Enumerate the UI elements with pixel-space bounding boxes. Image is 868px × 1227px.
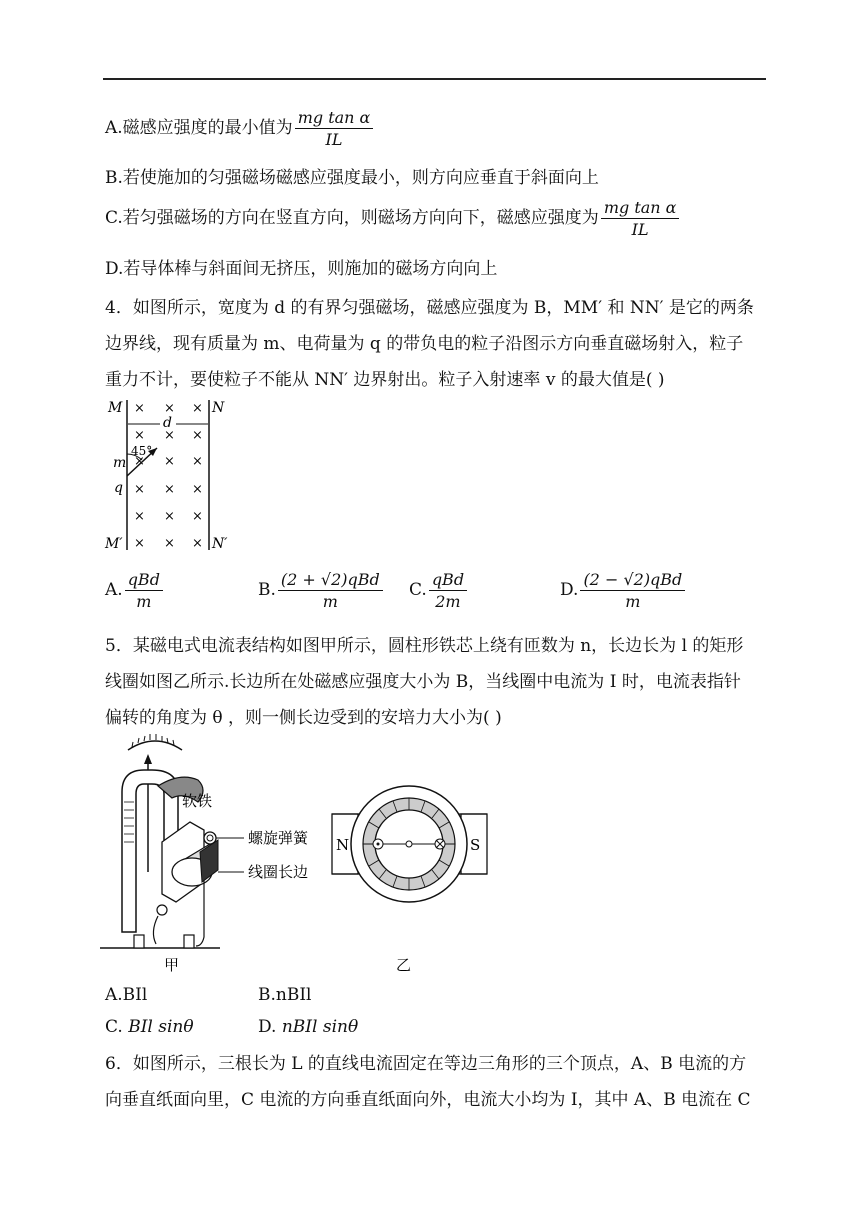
label-N-pole: N: [336, 836, 350, 854]
option-label: C.: [105, 1017, 123, 1037]
q3-option-a: [105, 108, 375, 149]
lead-wire-left: [153, 916, 158, 944]
cross-mark: ×: [192, 536, 203, 551]
fraction-denominator: m: [625, 592, 641, 611]
option-label: B.: [258, 580, 276, 600]
fraction-denominator: IL: [325, 130, 343, 149]
q5-stem-line-3: 偏转的角度为 θ ，则一侧长边受到的安培力大小为( ): [105, 708, 502, 728]
q3-option-c-fraction: [601, 198, 680, 239]
cross-mark: ×: [192, 509, 203, 524]
cross-mark: ×: [134, 509, 145, 524]
q5-option-d: [258, 1017, 358, 1037]
lower-spring-icon: [157, 905, 167, 915]
label-N-prime: N′: [212, 536, 228, 552]
pivot-icon: [406, 841, 412, 847]
fraction-numerator: (2 + √2)qBd: [278, 570, 383, 591]
terminal-left: [134, 935, 144, 948]
cross-mark: ×: [164, 428, 175, 443]
cross-mark: ×: [164, 401, 175, 416]
spiral-spring-icon: [204, 832, 216, 844]
q4-stem-line-2: 边界线，现有质量为 m、电荷量为 q 的带负电的粒子沿图示方向垂直磁场射入，粒子: [105, 334, 744, 354]
label-M: M: [108, 400, 123, 416]
q4-option-d: [560, 570, 687, 611]
q5-option-a: A.BIl: [105, 985, 148, 1005]
cross-mark: ×: [164, 482, 175, 497]
q3-option-a-text: A.磁感应强度的最小值为: [105, 118, 293, 138]
cross-mark: ×: [134, 536, 145, 551]
q4-option-c-fraction: [429, 570, 467, 611]
q5-figure-jia: [100, 732, 335, 972]
q3-option-c: [105, 198, 681, 239]
fraction-numerator: qBd: [429, 570, 467, 591]
cross-mark: ×: [192, 482, 203, 497]
fraction-denominator: m: [136, 592, 152, 611]
cross-mark: ×: [164, 536, 175, 551]
q4-option-c: [409, 570, 469, 611]
label-jia: 甲: [164, 956, 180, 972]
label-coil-edge: 线圈长边: [248, 863, 309, 881]
cross-mark: ×: [134, 401, 145, 416]
q4-stem-line-1: 4．如图所示，宽度为 d 的有界匀强磁场，磁感应强度为 B，MM′ 和 NN′ 是它的两条: [105, 298, 754, 318]
q5-figure-yi: [330, 772, 490, 977]
q4-magnetic-field-figure: [100, 392, 250, 554]
q4-option-d-fraction: [580, 570, 685, 611]
q3-option-c-text: C.若匀强磁场的方向在竖直方向，则磁场方向向下，磁感应强度为: [105, 208, 599, 228]
q5-option-b: B.nBIl: [258, 985, 312, 1005]
fraction-numerator: qBd: [125, 570, 163, 591]
option-label: D.: [560, 580, 579, 600]
label-d: d: [163, 415, 172, 431]
label-yi: 乙: [396, 956, 412, 974]
q3-option-d: D.若导体棒与斜面间无挤压，则施加的磁场方向向上: [105, 259, 498, 279]
q5-stem-line-1: 5．某磁电式电流表结构如图甲所示，圆柱形铁芯上绕有匝数为 n，长边长为 l 的矩形: [105, 636, 744, 656]
fraction-denominator: IL: [631, 220, 649, 239]
cross-mark: ×: [134, 482, 145, 497]
label-soft-iron: 软铁: [182, 792, 213, 810]
cross-mark: ×: [134, 428, 145, 443]
label-S-pole: S: [470, 836, 481, 854]
q3-option-b: B.若使施加的匀强磁场磁感应强度最小，则方向应垂直于斜面向上: [105, 168, 599, 188]
fraction-numerator: (2 − √2)qBd: [580, 570, 685, 591]
fraction-denominator: m: [322, 592, 338, 611]
fraction-numerator: mg tan α: [295, 108, 374, 129]
cross-mark: ×: [192, 454, 203, 469]
q6-stem-line-2: 向垂直纸面向里，C 电流的方向垂直纸面向外，电流大小均为 I，其中 A、B 电流在 C: [105, 1090, 751, 1110]
label-N: N: [212, 400, 225, 416]
q4-option-b: [258, 570, 385, 611]
q4-option-a-fraction: [125, 570, 163, 611]
cross-mark: ×: [164, 454, 175, 469]
q5-option-c: [105, 1017, 194, 1037]
q6-stem-line-1: 6．如图所示，三根长为 L 的直线电流固定在等边三角形的三个顶点，A、B 电流的方: [105, 1054, 747, 1074]
lead-wire-right: [196, 880, 204, 946]
label-m: m: [113, 455, 127, 471]
q3-option-a-fraction: [295, 108, 374, 149]
label-q: q: [114, 480, 123, 496]
terminal-right: [184, 935, 194, 948]
q4-option-a: [105, 570, 165, 611]
option-value: BIl sinθ: [128, 1017, 194, 1037]
q5-stem-line-2: 线圈如图乙所示.长边所在处磁感应强度大小为 B，当线圈中电流为 I 时，电流表指针: [105, 672, 741, 692]
label-angle: 45°: [131, 444, 153, 458]
header-rule: [103, 78, 766, 80]
pointer-tip: [144, 754, 152, 764]
fraction-numerator: mg tan α: [601, 198, 680, 219]
option-label: D.: [258, 1017, 277, 1037]
cross-mark: ×: [164, 509, 175, 524]
label-M-prime: M′: [105, 536, 123, 552]
q4-stem-line-3: 重力不计，要使粒子不能从 NN′ 边界射出。粒子入射速率 v 的最大值是( ): [105, 370, 665, 390]
option-label: A.: [105, 580, 123, 600]
option-label: C.: [409, 580, 427, 600]
option-value: nBIl sinθ: [281, 1017, 359, 1037]
cross-mark: ×: [192, 428, 203, 443]
cross-mark: ×: [134, 454, 145, 469]
q4-option-b-fraction: [278, 570, 383, 611]
current-out-dot: [377, 843, 380, 846]
cross-mark: ×: [192, 401, 203, 416]
fraction-denominator: 2m: [435, 592, 461, 611]
label-spring: 螺旋弹簧: [248, 829, 309, 847]
